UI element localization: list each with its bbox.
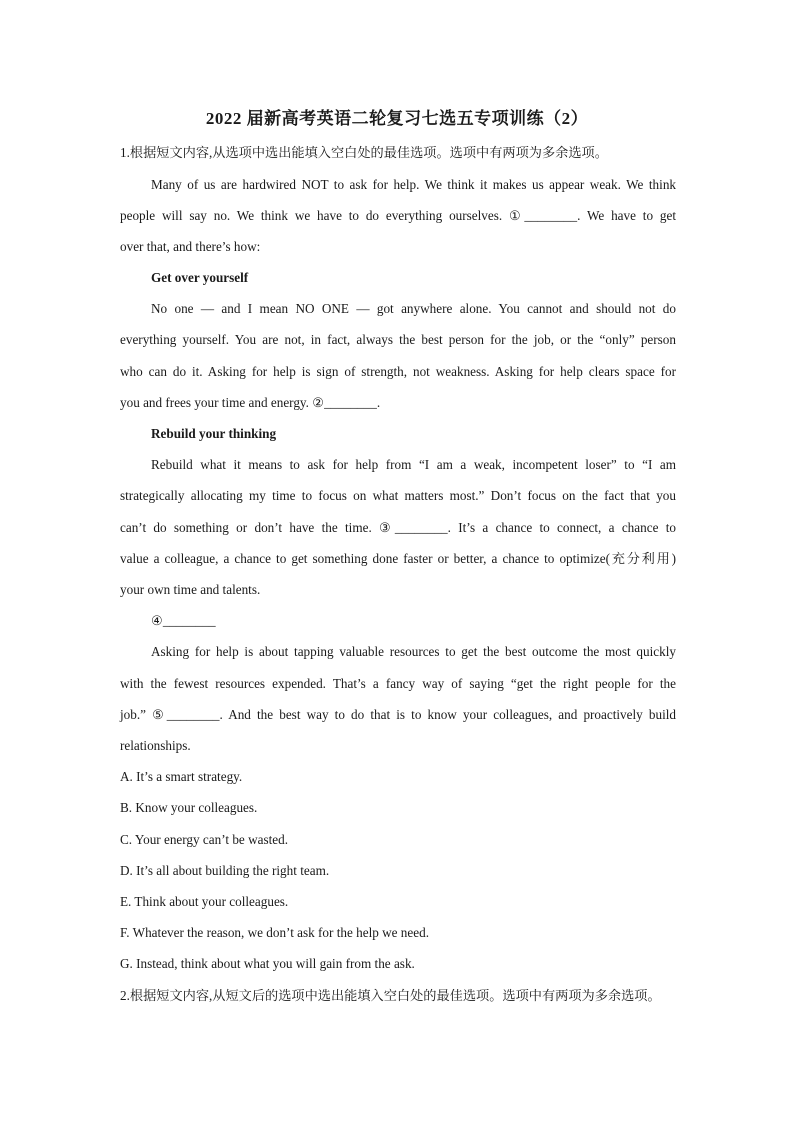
passage-line: you and frees your time and energy. ②________. <box>120 395 381 410</box>
blank-heading-4: ④________ <box>151 613 216 628</box>
option-g: G. Instead, think about what you will gain from the ask. <box>120 956 415 971</box>
option-a: A. It’s a smart strategy. <box>120 769 243 784</box>
passage-line: relationships. <box>120 738 191 753</box>
passage-line: everything yourself. You are not, in fact, always the best person for the job, or the “only” person <box>120 332 676 347</box>
section-heading: Get over yourself <box>151 270 249 285</box>
passage-line: No one — and I mean NO ONE — got anywhere alone. You cannot and should not do <box>151 301 676 316</box>
passage-line: with the fewest resources expended. That’s a fancy way of saying “get the right people for the <box>120 676 676 691</box>
passage-line: value a colleague, a chance to get something done faster or better, a chance to optimize(充分利用) <box>120 551 676 566</box>
passage-line: job.” ⑤________. And the best way to do that is to know your colleagues, and proactively build <box>120 707 676 722</box>
passage-line: people will say no. We think we have to do everything ourselves. ①________. We have to get <box>120 208 676 223</box>
question-2-instruction: 2.根据短文内容,从短文后的选项中选出能填入空白处的最佳选项。选项中有两项为多余选项。 <box>120 988 661 1003</box>
passage-line: Asking for help is about tapping valuable resources to get the best outcome the most quickly <box>151 644 676 659</box>
page-title: 2022 届新高考英语二轮复习七选五专项训练（2） <box>205 109 589 128</box>
passage-line: can’t do something or don’t have the time. ③________. It’s a chance to connect, a chance to <box>120 520 676 535</box>
passage-line: Many of us are hardwired NOT to ask for help. We think it makes us appear weak. We think <box>151 177 676 192</box>
option-c: C. Your energy can’t be wasted. <box>120 832 288 847</box>
passage-line: strategically allocating my time to focus on what matters most.” Don’t focus on the fact that you <box>120 488 676 503</box>
section-heading: Rebuild your thinking <box>151 426 277 441</box>
option-f: F. Whatever the reason, we don’t ask for the help we need. <box>120 925 429 940</box>
option-e: E. Think about your colleagues. <box>120 894 289 909</box>
passage-line: your own time and talents. <box>120 582 261 597</box>
passage-line: Rebuild what it means to ask for help from “I am a weak, incompetent loser” to “I am <box>151 457 676 472</box>
option-b: B. Know your colleagues. <box>120 800 258 815</box>
passage-line: who can do it. Asking for help is sign of strength, not weakness. Asking for help clears space for <box>120 364 676 379</box>
question-1-instruction: 1.根据短文内容,从选项中选出能填入空白处的最佳选项。选项中有两项为多余选项。 <box>120 145 608 160</box>
option-d: D. It’s all about building the right team. <box>120 863 330 878</box>
passage-line: over that, and there’s how: <box>120 239 261 254</box>
